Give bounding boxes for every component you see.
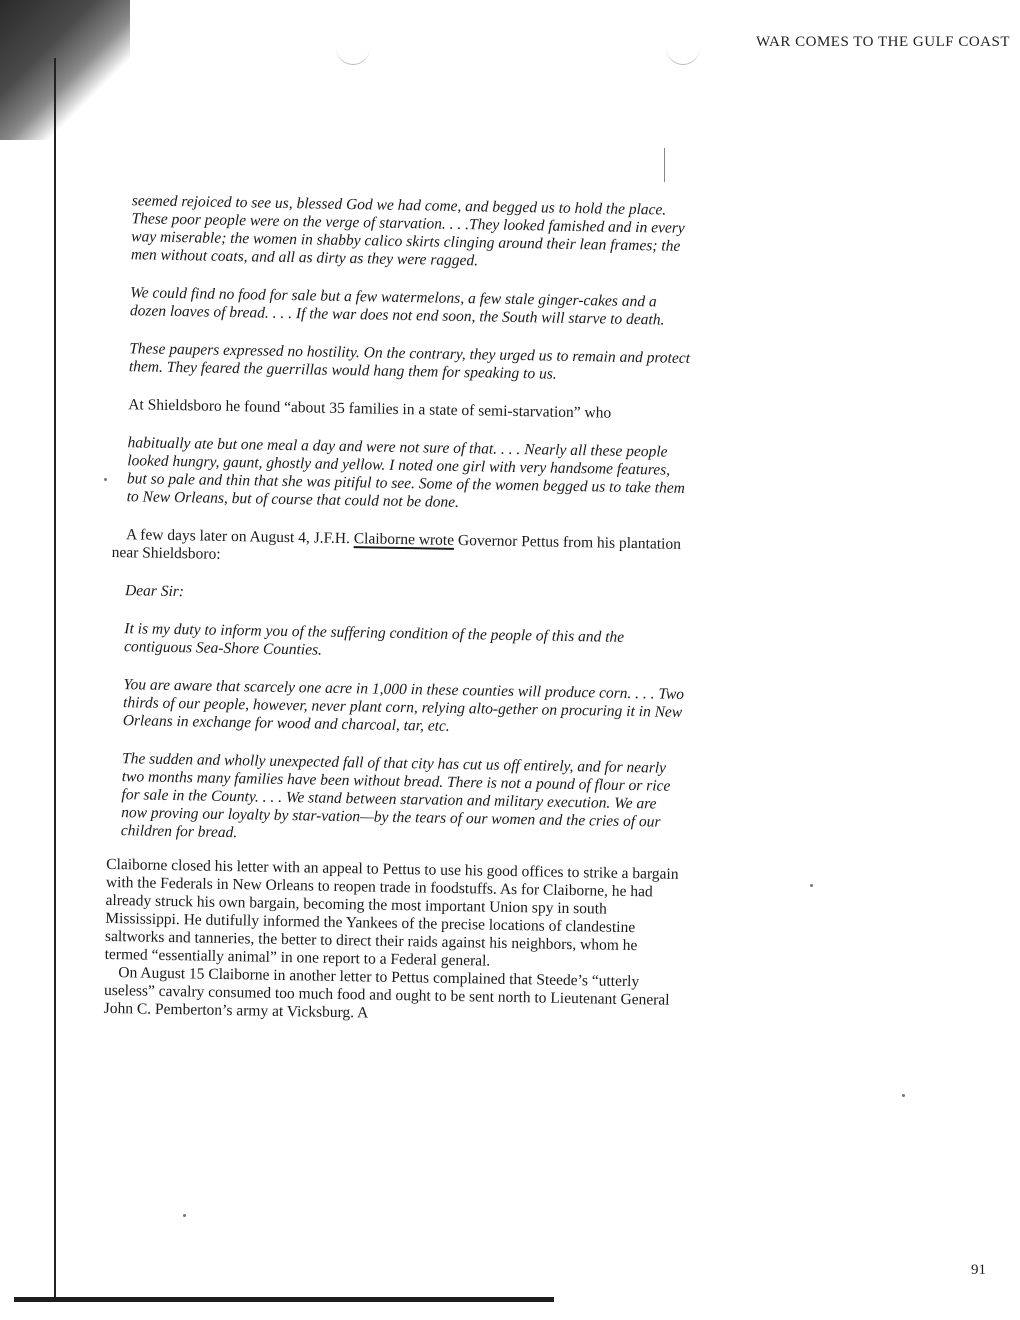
- letter-paragraph: It is my duty to inform you of the suffering condition of the people of this and the contiguous Sea-Shore Counties.: [123, 620, 625, 659]
- block-quote: We could find no food for sale but a few watermelons, a few stale ginger-cakes and a dozen loaves of bread. . . . If the war does not end soon, the South will starve to death.: [129, 284, 665, 329]
- running-head: WAR COMES TO THE GULF COAST: [756, 34, 1010, 50]
- paragraph: Claiborne closed his letter with an appeal to Pettus to use his good offices to strike a bargain with the Federals in New Orleans to reopen trade in foodstuffs. As for Claiborne, he had already struck his own bargain, becoming the most important Union spy in south Mississippi. He dutifully informed the Yankees of the precise locations of clandestine saltworks and tanneries, the better to direct their raids against his neighbors, whom he termed “essentially animal” in one report to a Federal general.: [104, 855, 679, 970]
- bottom-rule: [14, 1297, 554, 1302]
- punch-hole: [666, 30, 700, 65]
- paragraph: On August 15 Claiborne in another letter to Pettus complained that Steede’s “utterly useless” cavalry consumed too much food and ought to be sent north to Lieutenant General John C. Pemberton’s army at Vicksburg. A: [103, 964, 670, 1022]
- block-quote: habitually ate but one meal a day and were not sure of that. . . . Nearly all these people looked hungry, gaunt, ghostly and yellow. I noted one girl with very handsome features, but so pale and thin that she was pitiful to see. Some of the women begged us to take them to New Orleans, but of course that could not be done.: [126, 434, 685, 511]
- letter-paragraph: The sudden and wholly unexpected fall of that city has cut us off entirely, and for nearly two months many families have been without bread. There is not a pound of flour or rice for sale in the County. . . . We stand between starvation and military execution. We are now proving our loyalty by star-vation—by the tears of our women and the cries of our children for bread.: [120, 750, 671, 842]
- block-quote: seemed rejoiced to see us, blessed God we had come, and begged us to hold the place. These poor people were on the verge of starvation. . . .They looked famished and in every way miserable; the women in shabby calico skirts clinging around their lean frames; the men without coats, and all as dirty as they were ragged.: [130, 192, 685, 270]
- letter-salutation: Dear Sir:: [124, 582, 185, 601]
- scan-speck: [902, 1094, 905, 1097]
- underlined-text: Claiborne wrote: [353, 530, 455, 549]
- paragraph-text: A few days later on August 4, J.F.H.: [125, 526, 354, 548]
- punch-hole: [336, 30, 370, 65]
- pencil-mark: [664, 148, 665, 182]
- scan-corner-shadow: [0, 0, 130, 140]
- body-text: [104, 192, 693, 1028]
- paragraph: [112, 526, 688, 572]
- letter-paragraph: You are aware that scarcely one acre in 1,000 in these counties will produce corn. . . . Two thirds of our people, however, never plant corn, relying alto-gether on procuring it in New Orleans in exchange for wood and charcoal, tar, etc.: [122, 676, 685, 735]
- scan-speck: [104, 478, 107, 481]
- page-number: 91: [971, 1262, 986, 1278]
- paragraph: At Shieldsboro he found “about 35 families in a state of semi-starvation” who: [128, 396, 612, 422]
- block-quote: These paupers expressed no hostility. On the contrary, they urged us to remain and protect them. They feared the guerrillas would hang them for speaking to us.: [128, 340, 691, 383]
- scan-speck: [810, 884, 813, 887]
- scan-speck: [183, 1214, 186, 1217]
- paragraph-text: Governor Pettus from his plantation near Shieldsboro:: [111, 531, 682, 563]
- margin-rule: [54, 58, 56, 1298]
